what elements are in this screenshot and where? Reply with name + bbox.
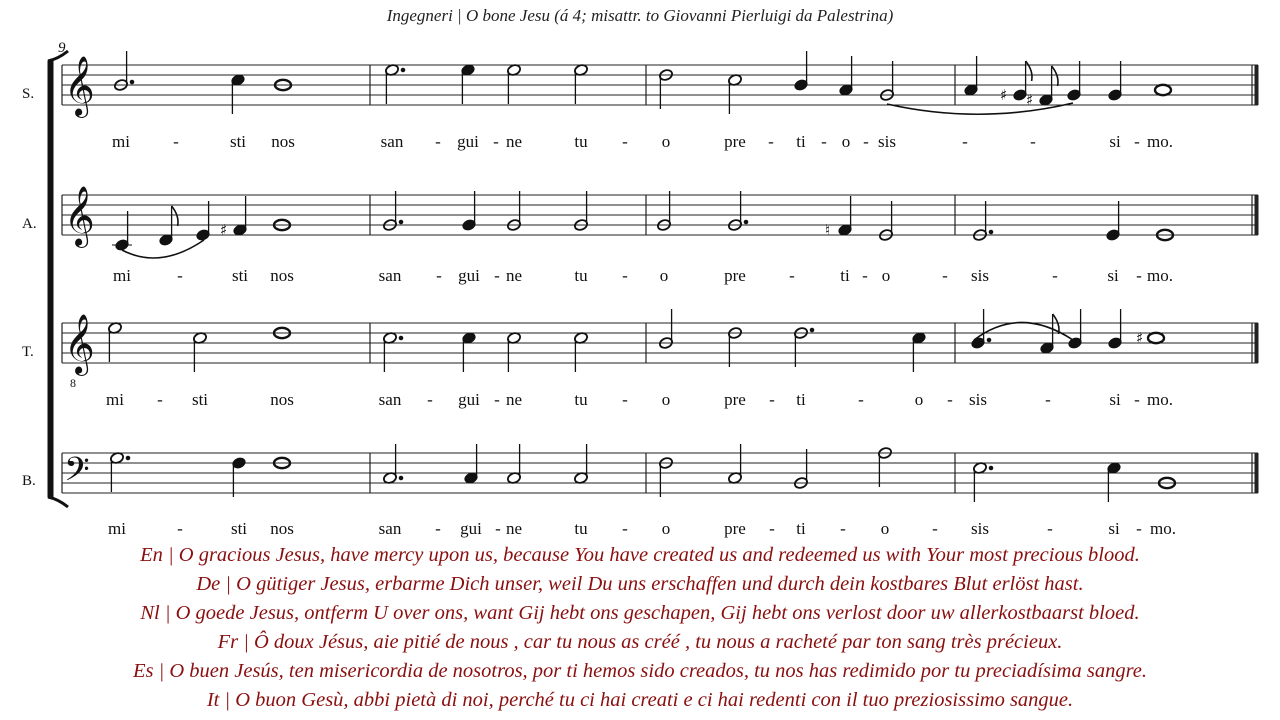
note xyxy=(877,446,892,487)
lyric-syllable: nos xyxy=(270,519,294,538)
note xyxy=(972,201,992,242)
note xyxy=(825,196,853,239)
lyric-syllable: - xyxy=(622,390,628,409)
lyric-syllable: - xyxy=(177,266,183,285)
voice-label-alto: A. xyxy=(22,216,37,232)
lyric-syllable: gui xyxy=(458,266,480,285)
clefs xyxy=(64,56,95,497)
lyric-syllable: - xyxy=(494,390,500,409)
note xyxy=(382,331,402,372)
lyric-syllable: ne xyxy=(505,390,523,409)
lyric-syllable: ti xyxy=(796,519,806,538)
lyric-syllable: - xyxy=(1136,266,1142,285)
lyric-syllable: mi xyxy=(108,519,126,538)
note xyxy=(1155,85,1171,95)
lyric-syllable: mo. xyxy=(1150,519,1176,538)
sharp: ♯ xyxy=(1136,329,1144,347)
translation-en: En | O gracious Jesus, have mercy upon us, because You have created us and redeemed us with Your most precious blood. xyxy=(140,544,1140,566)
note xyxy=(727,326,742,367)
lyric-syllable: - xyxy=(177,519,183,538)
lyric-syllable: pre xyxy=(724,390,746,409)
lyric-syllable: - xyxy=(1134,132,1140,151)
note xyxy=(382,191,402,232)
lyric-syllable: - xyxy=(493,132,499,151)
lyric-syllable: mi xyxy=(106,390,124,409)
note xyxy=(658,68,673,109)
lyric-syllable: - xyxy=(494,266,500,285)
lyric-syllable: o xyxy=(880,519,890,538)
note xyxy=(573,331,588,372)
lyric-syllable: tu xyxy=(574,132,588,151)
lyric-syllable: - xyxy=(863,132,869,151)
lyric-syllable: o xyxy=(661,390,671,409)
lyric-syllable: sti xyxy=(230,519,248,538)
translation-fr: Fr | Ô doux Jésus, aie pitié de nous , car tu nous as créé , tu nous a racheté par ton sang très précieux. xyxy=(217,631,1063,653)
note xyxy=(230,73,245,114)
lyric-syllable: - xyxy=(495,519,501,538)
notes xyxy=(107,51,1175,502)
note xyxy=(506,331,521,372)
note xyxy=(1067,309,1082,350)
lyric-syllable: o xyxy=(661,132,671,151)
note xyxy=(192,331,207,372)
augmentation-dot xyxy=(744,220,748,224)
sharp: ♯ xyxy=(1026,91,1034,109)
augmentation-dot xyxy=(130,80,134,84)
flag xyxy=(1026,61,1032,81)
lyric-syllable: si xyxy=(1109,132,1121,151)
lyric-syllable: mi xyxy=(112,132,130,151)
note xyxy=(972,461,992,502)
lyric-syllable: - xyxy=(436,266,442,285)
notehead-whole xyxy=(1155,85,1171,95)
augmentation-dot xyxy=(399,336,403,340)
note xyxy=(1105,201,1120,242)
augmentation-dot xyxy=(399,476,403,480)
note xyxy=(963,56,978,97)
lyric-syllable: - xyxy=(858,390,864,409)
lyric-syllable: - xyxy=(622,132,628,151)
lyric-syllable: san xyxy=(378,266,402,285)
lyric-syllable: nos xyxy=(271,132,295,151)
lyric-syllable: pre xyxy=(724,132,746,151)
note xyxy=(656,191,671,232)
bracket-bottom xyxy=(48,497,68,507)
note xyxy=(727,444,742,485)
lyric-syllable: ti xyxy=(796,390,806,409)
sharp: ♯ xyxy=(1000,86,1008,104)
augmentation-dot xyxy=(399,220,403,224)
flag xyxy=(172,206,178,226)
lyric-syllable: gui xyxy=(458,390,480,409)
lyric-syllable: - xyxy=(173,132,179,151)
note xyxy=(506,444,521,485)
natural: ♮ xyxy=(825,221,831,239)
note xyxy=(793,326,813,367)
translation-de: De | O gütiger Jesus, erbarme Dich unser, weil Du uns erschaffen und durch dein kostbares Blut erlöst hast. xyxy=(196,573,1084,595)
lyric-syllable: pre xyxy=(724,266,746,285)
lyric-syllable: - xyxy=(427,390,433,409)
lyric-syllable: si xyxy=(1109,390,1121,409)
augmentation-dot xyxy=(987,338,991,342)
notehead-whole xyxy=(1148,333,1164,343)
note xyxy=(195,201,210,242)
lyric-syllable: - xyxy=(769,519,775,538)
note xyxy=(112,211,132,252)
note xyxy=(220,196,248,239)
lyric-syllable: - xyxy=(962,132,968,151)
lyric-syllable: o xyxy=(914,390,924,409)
lyric-syllable: nos xyxy=(270,266,294,285)
lyric-syllable: sti xyxy=(229,132,247,151)
lyric-syllable: gui xyxy=(460,519,482,538)
lyric-syllable: ne xyxy=(505,132,523,151)
note xyxy=(793,51,808,92)
note xyxy=(231,456,246,497)
lyric-syllable: - xyxy=(622,266,628,285)
lyric-syllable: sti xyxy=(231,266,249,285)
system-bracket xyxy=(48,51,68,507)
lyric-syllable: tu xyxy=(574,519,588,538)
lyric-syllable: tu xyxy=(574,390,588,409)
lyric-syllable: ne xyxy=(505,519,523,538)
note xyxy=(911,331,926,372)
flag xyxy=(1052,66,1058,86)
translation-es: Es | O buen Jesús, ten misericordia de nosotros, por ti hemos sido creados, tu nos has redimido por tu preciadísima sangre. xyxy=(132,660,1148,682)
augmentation-dot xyxy=(989,230,993,234)
bracket-bar xyxy=(48,61,53,497)
lyric-syllable: - xyxy=(1030,132,1036,151)
note xyxy=(461,331,476,372)
lyric-syllable: o xyxy=(881,266,891,285)
note xyxy=(838,56,853,97)
note xyxy=(1066,61,1081,102)
note xyxy=(573,444,588,485)
note xyxy=(879,61,894,102)
treble-clef: 𝄞 xyxy=(64,186,95,246)
lyric-syllable: gui xyxy=(457,132,479,151)
lyric-syllable: san xyxy=(380,132,404,151)
note xyxy=(113,51,133,92)
note xyxy=(461,191,476,232)
note xyxy=(1107,309,1122,350)
note xyxy=(158,206,178,247)
note xyxy=(384,63,404,104)
voice-label-tenor: T. xyxy=(22,344,34,360)
lyric-syllable: san xyxy=(378,519,402,538)
voice-label-bass: B. xyxy=(22,473,36,489)
piece-title: Ingegneri | O bone Jesu (á 4; misattr. to Giovanni Pierluigi da Palestrina) xyxy=(386,6,894,25)
lyric-syllable: sis xyxy=(971,519,989,538)
lyric-syllable: - xyxy=(157,390,163,409)
lyric-syllable: - xyxy=(768,132,774,151)
lyric-syllable: si xyxy=(1107,266,1119,285)
bass-clef: 𝄢 xyxy=(64,451,90,497)
augmentation-dot xyxy=(989,466,993,470)
voice-label-soprano: S. xyxy=(22,86,35,102)
translations xyxy=(0,541,1280,715)
lyric-syllable: - xyxy=(769,390,775,409)
note xyxy=(727,73,742,114)
lyric-syllable: - xyxy=(862,266,868,285)
lyric-syllable: - xyxy=(1136,519,1142,538)
translation-it: It | O buon Gesù, abbi pietà di noi, perché tu ci hai creati e ci hai redenti con il tuo preziosissimo sangue. xyxy=(206,689,1074,711)
note xyxy=(970,309,990,350)
lyric-syllable: - xyxy=(947,390,953,409)
note xyxy=(109,451,129,492)
lyric-syllable: mo. xyxy=(1147,266,1173,285)
note xyxy=(463,444,478,485)
lyric-syllable: - xyxy=(789,266,795,285)
lyric-syllable: san xyxy=(378,390,402,409)
note xyxy=(573,63,588,104)
lyric-syllable: mi xyxy=(113,266,131,285)
treble-clef: 𝄞 xyxy=(64,314,95,374)
note xyxy=(1106,461,1121,502)
note xyxy=(658,456,673,497)
note xyxy=(878,201,893,242)
lyric-syllable: - xyxy=(435,519,441,538)
lyric-syllable: - xyxy=(435,132,441,151)
translation-nl: Nl | O goede Jesus, ontferm U over ons, want Gij hebt ons geschapen, Gij hebt ons verlost door uw allerkostbaarst bloed. xyxy=(140,602,1140,624)
note xyxy=(1039,314,1059,355)
note xyxy=(573,191,588,232)
note xyxy=(382,444,402,485)
note xyxy=(727,191,747,232)
note xyxy=(793,449,808,490)
augmentation-dot xyxy=(810,328,814,332)
lyric-syllable: sis xyxy=(878,132,896,151)
lyric-syllable: - xyxy=(1045,390,1051,409)
lyric-syllable: - xyxy=(1052,266,1058,285)
lyric-syllable: mo. xyxy=(1147,132,1173,151)
note xyxy=(506,191,521,232)
lyric-syllable: - xyxy=(840,519,846,538)
lyric-syllable: o xyxy=(661,519,671,538)
lyric-syllable: ti xyxy=(796,132,806,151)
lyric-syllable: sis xyxy=(971,266,989,285)
note xyxy=(460,63,475,104)
lyric-syllable: - xyxy=(1134,390,1140,409)
lyric-syllable: - xyxy=(932,519,938,538)
lyric-syllable: ti xyxy=(840,266,850,285)
lyric-syllable: si xyxy=(1108,519,1120,538)
note xyxy=(107,321,122,362)
lyric-syllable: - xyxy=(622,519,628,538)
lyric-syllable: pre xyxy=(724,519,746,538)
augmentation-dot xyxy=(126,456,130,460)
measure-number: 9 xyxy=(58,40,66,56)
lyric-syllable: - xyxy=(942,266,948,285)
note xyxy=(506,63,521,104)
note xyxy=(1107,61,1122,102)
lyric-syllable: sis xyxy=(969,390,987,409)
lyric-syllable: nos xyxy=(270,390,294,409)
lyric-syllable: - xyxy=(821,132,827,151)
lyric-syllable: sti xyxy=(191,390,209,409)
lyric-syllable: tu xyxy=(574,266,588,285)
lyric-syllable: mo. xyxy=(1147,390,1173,409)
lyric-syllable: ne xyxy=(505,266,523,285)
note xyxy=(658,309,673,350)
lyric-syllable: o xyxy=(841,132,851,151)
treble-clef: 𝄞 xyxy=(64,56,95,116)
note xyxy=(1136,329,1164,347)
lyric-syllable: - xyxy=(1047,519,1053,538)
octave-marker: 8 xyxy=(70,376,76,390)
sharp: ♯ xyxy=(220,221,228,239)
lyric-syllable: o xyxy=(659,266,669,285)
augmentation-dot xyxy=(401,68,405,72)
